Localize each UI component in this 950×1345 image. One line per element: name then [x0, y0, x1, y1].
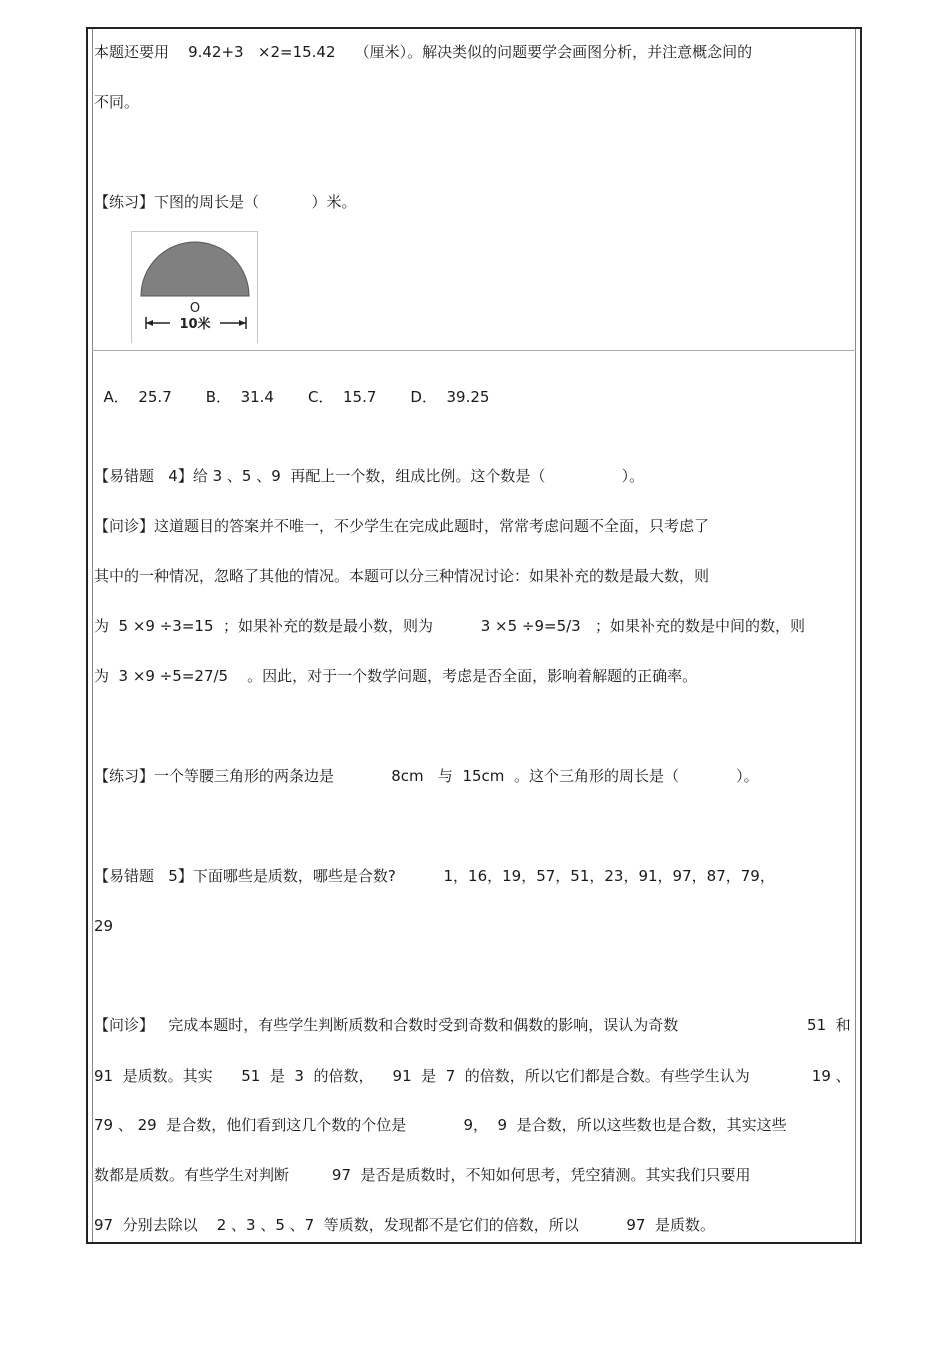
diagnosis-4-line-4: 为 3 ×9 ÷5=27/5 。因此，对于一个数学问题，考虑是否全面，影响着解题的正确率。 [94, 667, 698, 685]
text-line-1: 本题还要用 9.42+3 ×2=15.42 （厘米）。解决类似的问题要学会画图分析，并注意概念间的 [94, 43, 753, 61]
semicircle-figure [131, 231, 258, 343]
length-label: 10米 [179, 317, 211, 332]
arrow-right [239, 320, 246, 326]
answer-options [94, 367, 523, 407]
practice-1-question: 【练习】下图的周长是（ ）米。 [94, 193, 357, 211]
diagnosis-4-line-1: 【问诊】这道题目的答案并不唯一，不少学生在完成此题时，常常考虑问题不全面，只考虑了 [94, 517, 710, 535]
error-question-4: 【易错题 4】给 3 、5 、9 再配上一个数，组成比例。这个数是（ ）。 [94, 467, 645, 485]
practice-2-question: 【练习】一个等腰三角形的两条边是 8cm 与 15cm 。这个三角形的周长是（ ）。 [94, 767, 759, 785]
diagnosis-5-line-3: 79 、 29 是合数，他们看到这几个数的个位是 9， 9 是合数，所以这些数也是合数，其实这些 [94, 1116, 787, 1134]
option-b: B． 31.4 [205, 388, 274, 406]
diagnosis-5-line-1: 【问诊】 完成本题时，有些学生判断质数和合数时受到奇数和偶数的影响，误认为奇数 51 和 [94, 1016, 851, 1034]
arrow-left [146, 320, 153, 326]
diagnosis-5-line-4: 数都是质数。有些学生对判断 97 是否是质数时，不知如何思考，凭空猜测。其实我们只要用 [94, 1166, 751, 1184]
diagnosis-5-line-5: 97 分别去除以 2 、3 、5 、7 等质数，发现都不是它们的倍数，所以 97 是质数。 [94, 1216, 716, 1234]
option-c: C． 15.7 [307, 388, 377, 406]
diagnosis-4-line-2: 其中的一种情况，忽略了其他的情况。本题可以分三种情况讨论：如果补充的数是最大数，则 [94, 567, 710, 585]
option-d: D． 39.25 [410, 388, 490, 406]
diagnosis-4-line-3: 为 5 ×9 ÷3=15 ；如果补充的数是最小数，则为 3 ×5 ÷9=5/3 ；如果补充的数是中间的数，则 [94, 617, 806, 635]
row-divider [92, 350, 856, 351]
error-question-5: 【易错题 5】下面哪些是质数，哪些是合数? 1，16，19，57，51，23，91，97，87，79， [94, 867, 775, 885]
error-question-5-cont: 29 [94, 917, 114, 935]
center-label: O [189, 301, 201, 316]
diagnosis-5-line-2: 91 是质数。其实 51 是 3 的倍数， 91 是 7 的倍数，所以它们都是合数。有些学生认为 19 、 [94, 1067, 851, 1085]
semicircle-shape [141, 242, 249, 296]
option-a: A． 25.7 [103, 388, 172, 406]
text-line-2: 不同。 [94, 93, 140, 111]
